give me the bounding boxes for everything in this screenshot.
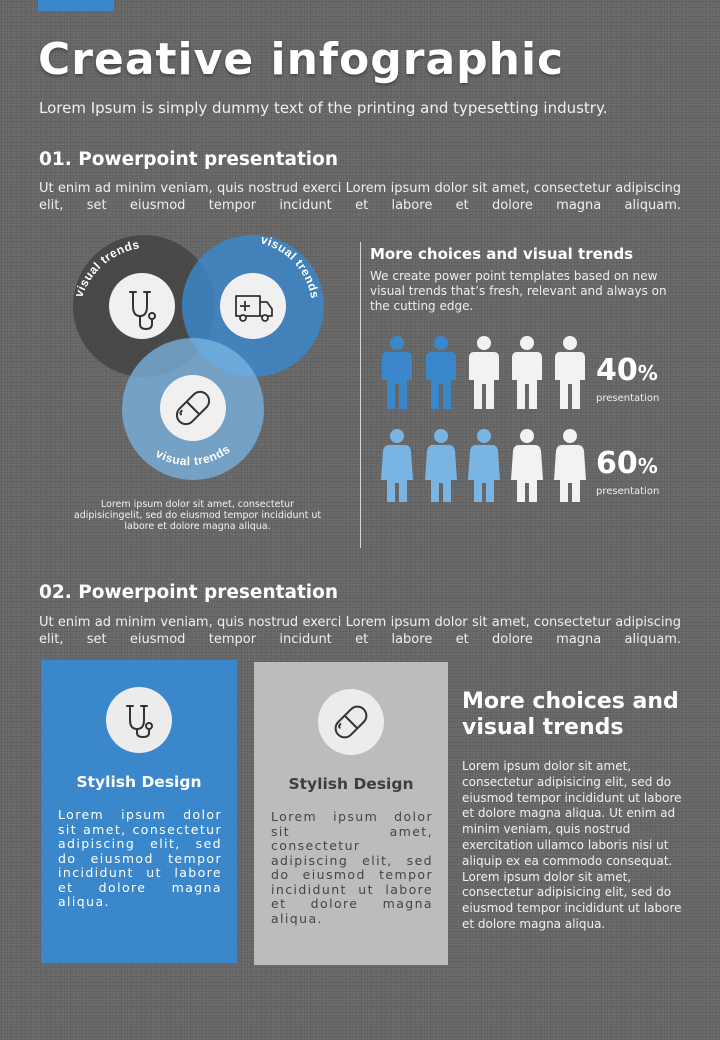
venn-label-3: visual trends [153,441,233,469]
section-1-title: 01. Powerpoint presentation [39,149,339,170]
page-subtitle: Lorem Ipsum is simply dummy text of the printing and typesetting industry. [39,99,608,117]
page-title: Creative infographic [38,34,565,85]
stethoscope-icon [119,700,159,740]
ambulance-icon [220,273,286,339]
person-icon-female [381,428,413,502]
stat-percent-2: 60% [596,446,658,481]
venn-caption: Lorem ipsum dolor sit amet, consectetur adipisicingelit, sed do eiusmod tempor incididunt ut labore et dolore magna aliqua. [73,499,322,532]
person-icon-female [511,428,543,502]
venn-label-1: visual trends [71,237,141,300]
side-text [462,759,687,933]
person-icon-male [554,335,586,409]
stats-text: We create power point templates based on new visual trends that’s fresh, relevant and always on the cutting edge. [370,269,667,313]
venn-diagram [60,228,340,490]
stats-title: More choices and visual trends [370,245,634,263]
stethoscope-icon [109,273,175,339]
card-text: Lorem ipsum dolor sit amet, consectetur adipiscing elit, sed do eiusmod tempor incididunt ut labore et dolore magna aliqua. [271,809,433,926]
top-accent-bar [38,0,114,11]
pill-icon [160,375,226,441]
card-icon-circle [318,689,384,755]
side-paragraph-2: Lorem ipsum dolor sit amet, consectetur adipisicing elit, sed do eiusmod tempor incididunt ut labore et dolore magna aliqua. [462,869,682,931]
person-icon-male [511,335,543,409]
stat-label-1: presentation [596,393,660,404]
card-title: Stylish Design [76,773,202,791]
section-2-text: Ut enim ad minim veniam, quis nostrud exerci Lorem ipsum dolor sit amet, consectetur adipiscing elit, set eiusmod tempor incidunt et labore et dolore magna aliquam. [39,615,681,647]
vertical-divider [360,242,361,548]
person-icon-male [425,335,457,409]
venn-label-2: visual trends [259,232,323,300]
feature-card-grey [254,662,448,965]
person-icon-female [554,428,586,502]
feature-card-blue [41,660,237,963]
person-icon-female [468,428,500,502]
person-icon-male [381,335,413,409]
stat-percent-1: 40% [596,353,658,388]
card-icon-circle [106,687,172,753]
side-title: More choices and visual trends [462,689,679,740]
person-icon-female [425,428,457,502]
section-2-title: 02. Powerpoint presentation [39,582,339,603]
pill-icon [331,702,371,742]
card-text: Lorem ipsum dolor sit amet, consectetur adipiscing elit, sed do eiusmod tempor incididunt ut labore et dolore magna aliqua. [58,807,222,909]
person-icon-male [468,335,500,409]
stat-label-2: presentation [596,486,660,497]
section-1-text: Ut enim ad minim veniam, quis nostrud exerci Lorem ipsum dolor sit amet, consectetur adipiscing elit, set eiusmod tempor incidunt et labore et dolore magna aliquam. [39,181,681,213]
card-title: Stylish Design [288,775,414,793]
side-paragraph-1: Lorem ipsum dolor sit amet, consectetur adipisicing elit, sed do eiusmod tempor incididunt ut labore et dolore magna aliqua. Ut enim ad minim veniam, quis nostrud exercitation ullamco laboris nisi ut aliquip ex ea commodo consequat. [462,759,682,868]
